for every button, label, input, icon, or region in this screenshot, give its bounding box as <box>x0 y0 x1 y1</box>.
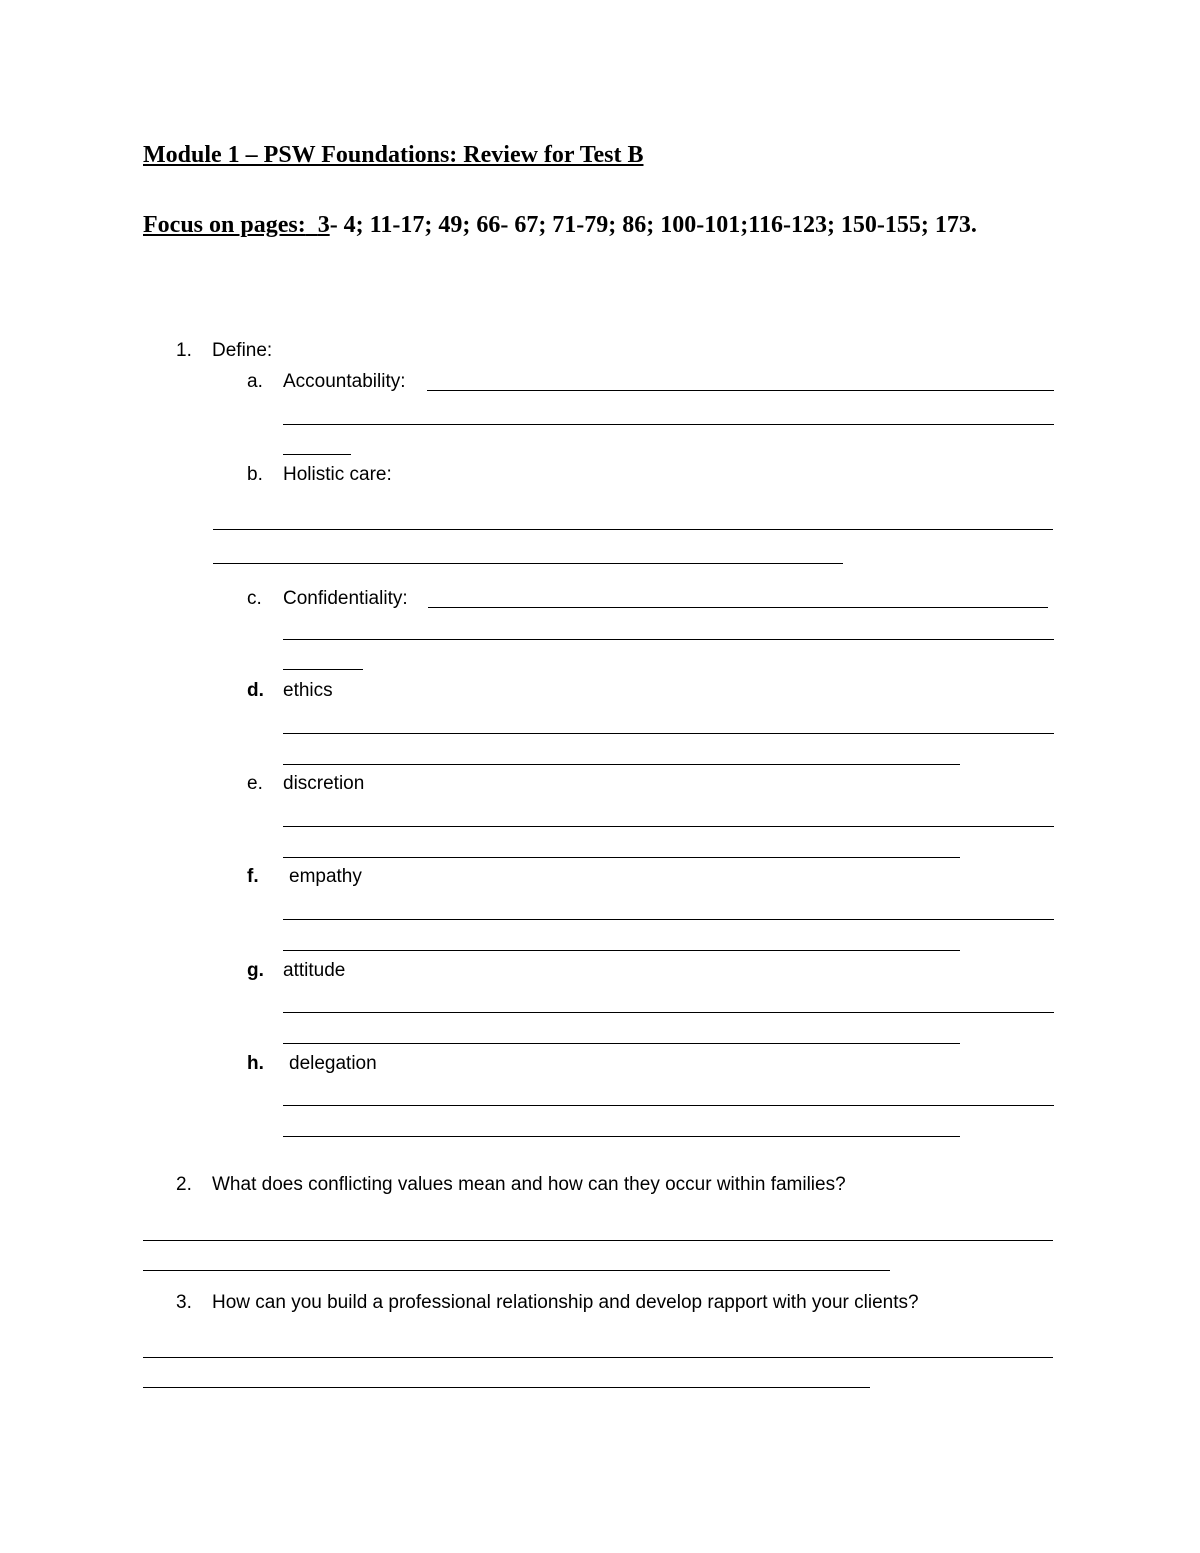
term-f-label: empathy <box>289 866 362 887</box>
q1-prompt: Define: <box>212 340 273 361</box>
term-c-marker: c. <box>247 588 262 609</box>
answer-line[interactable] <box>283 950 960 951</box>
term-a-label: Accountability: <box>283 371 406 392</box>
term-h-marker: h. <box>247 1053 264 1074</box>
term-c-label: Confidentiality: <box>283 588 408 609</box>
answer-line[interactable] <box>283 1105 1054 1106</box>
term-a-marker: a. <box>247 371 263 392</box>
q2-number: 2. <box>176 1174 192 1195</box>
answer-line[interactable] <box>283 1136 960 1137</box>
q2-prompt: What does conflicting values mean and how can they occur within families? <box>212 1174 846 1195</box>
answer-line[interactable] <box>283 639 1054 640</box>
term-e-marker: e. <box>247 773 263 794</box>
answer-line[interactable] <box>283 1043 960 1044</box>
answer-line[interactable] <box>283 669 363 670</box>
term-h-label: delegation <box>289 1053 377 1074</box>
answer-line[interactable] <box>213 529 1053 530</box>
term-g-label: attitude <box>283 960 346 981</box>
answer-line[interactable] <box>213 563 843 564</box>
q3-prompt: How can you build a professional relationship and develop rapport with your clients? <box>212 1292 919 1313</box>
answer-line[interactable] <box>283 424 1054 425</box>
term-b-label: Holistic care: <box>283 464 392 485</box>
document-title: Module 1 – PSW Foundations: Review for Test B <box>143 142 644 168</box>
term-b-marker: b. <box>247 464 263 485</box>
answer-line[interactable] <box>428 607 1048 608</box>
answer-line[interactable] <box>283 1012 1054 1013</box>
focus-first-page: 3 <box>317 212 330 238</box>
answer-line[interactable] <box>283 857 960 858</box>
answer-line[interactable] <box>143 1240 1053 1241</box>
term-d-label: ethics <box>283 680 333 701</box>
term-d-marker: d. <box>247 680 264 701</box>
answer-line[interactable] <box>283 919 1054 920</box>
answer-line[interactable] <box>283 764 960 765</box>
answer-line[interactable] <box>283 826 1054 827</box>
answer-line[interactable] <box>283 454 351 455</box>
answer-line[interactable] <box>143 1387 870 1388</box>
term-e-label: discretion <box>283 773 365 794</box>
answer-line[interactable] <box>283 733 1054 734</box>
q1-number: 1. <box>176 340 192 361</box>
q3-number: 3. <box>176 1292 192 1313</box>
answer-line[interactable] <box>427 390 1054 391</box>
focus-page-list: - 4; 11-17; 49; 66- 67; 71-79; 86; 100-101;116-123; 150-155; 173. <box>329 212 977 238</box>
focus-pages <box>143 208 1083 243</box>
answer-line[interactable] <box>143 1357 1053 1358</box>
term-f-marker: f. <box>247 866 259 887</box>
focus-label: Focus on pages: <box>143 212 306 238</box>
term-g-marker: g. <box>247 960 264 981</box>
answer-line[interactable] <box>143 1270 890 1271</box>
